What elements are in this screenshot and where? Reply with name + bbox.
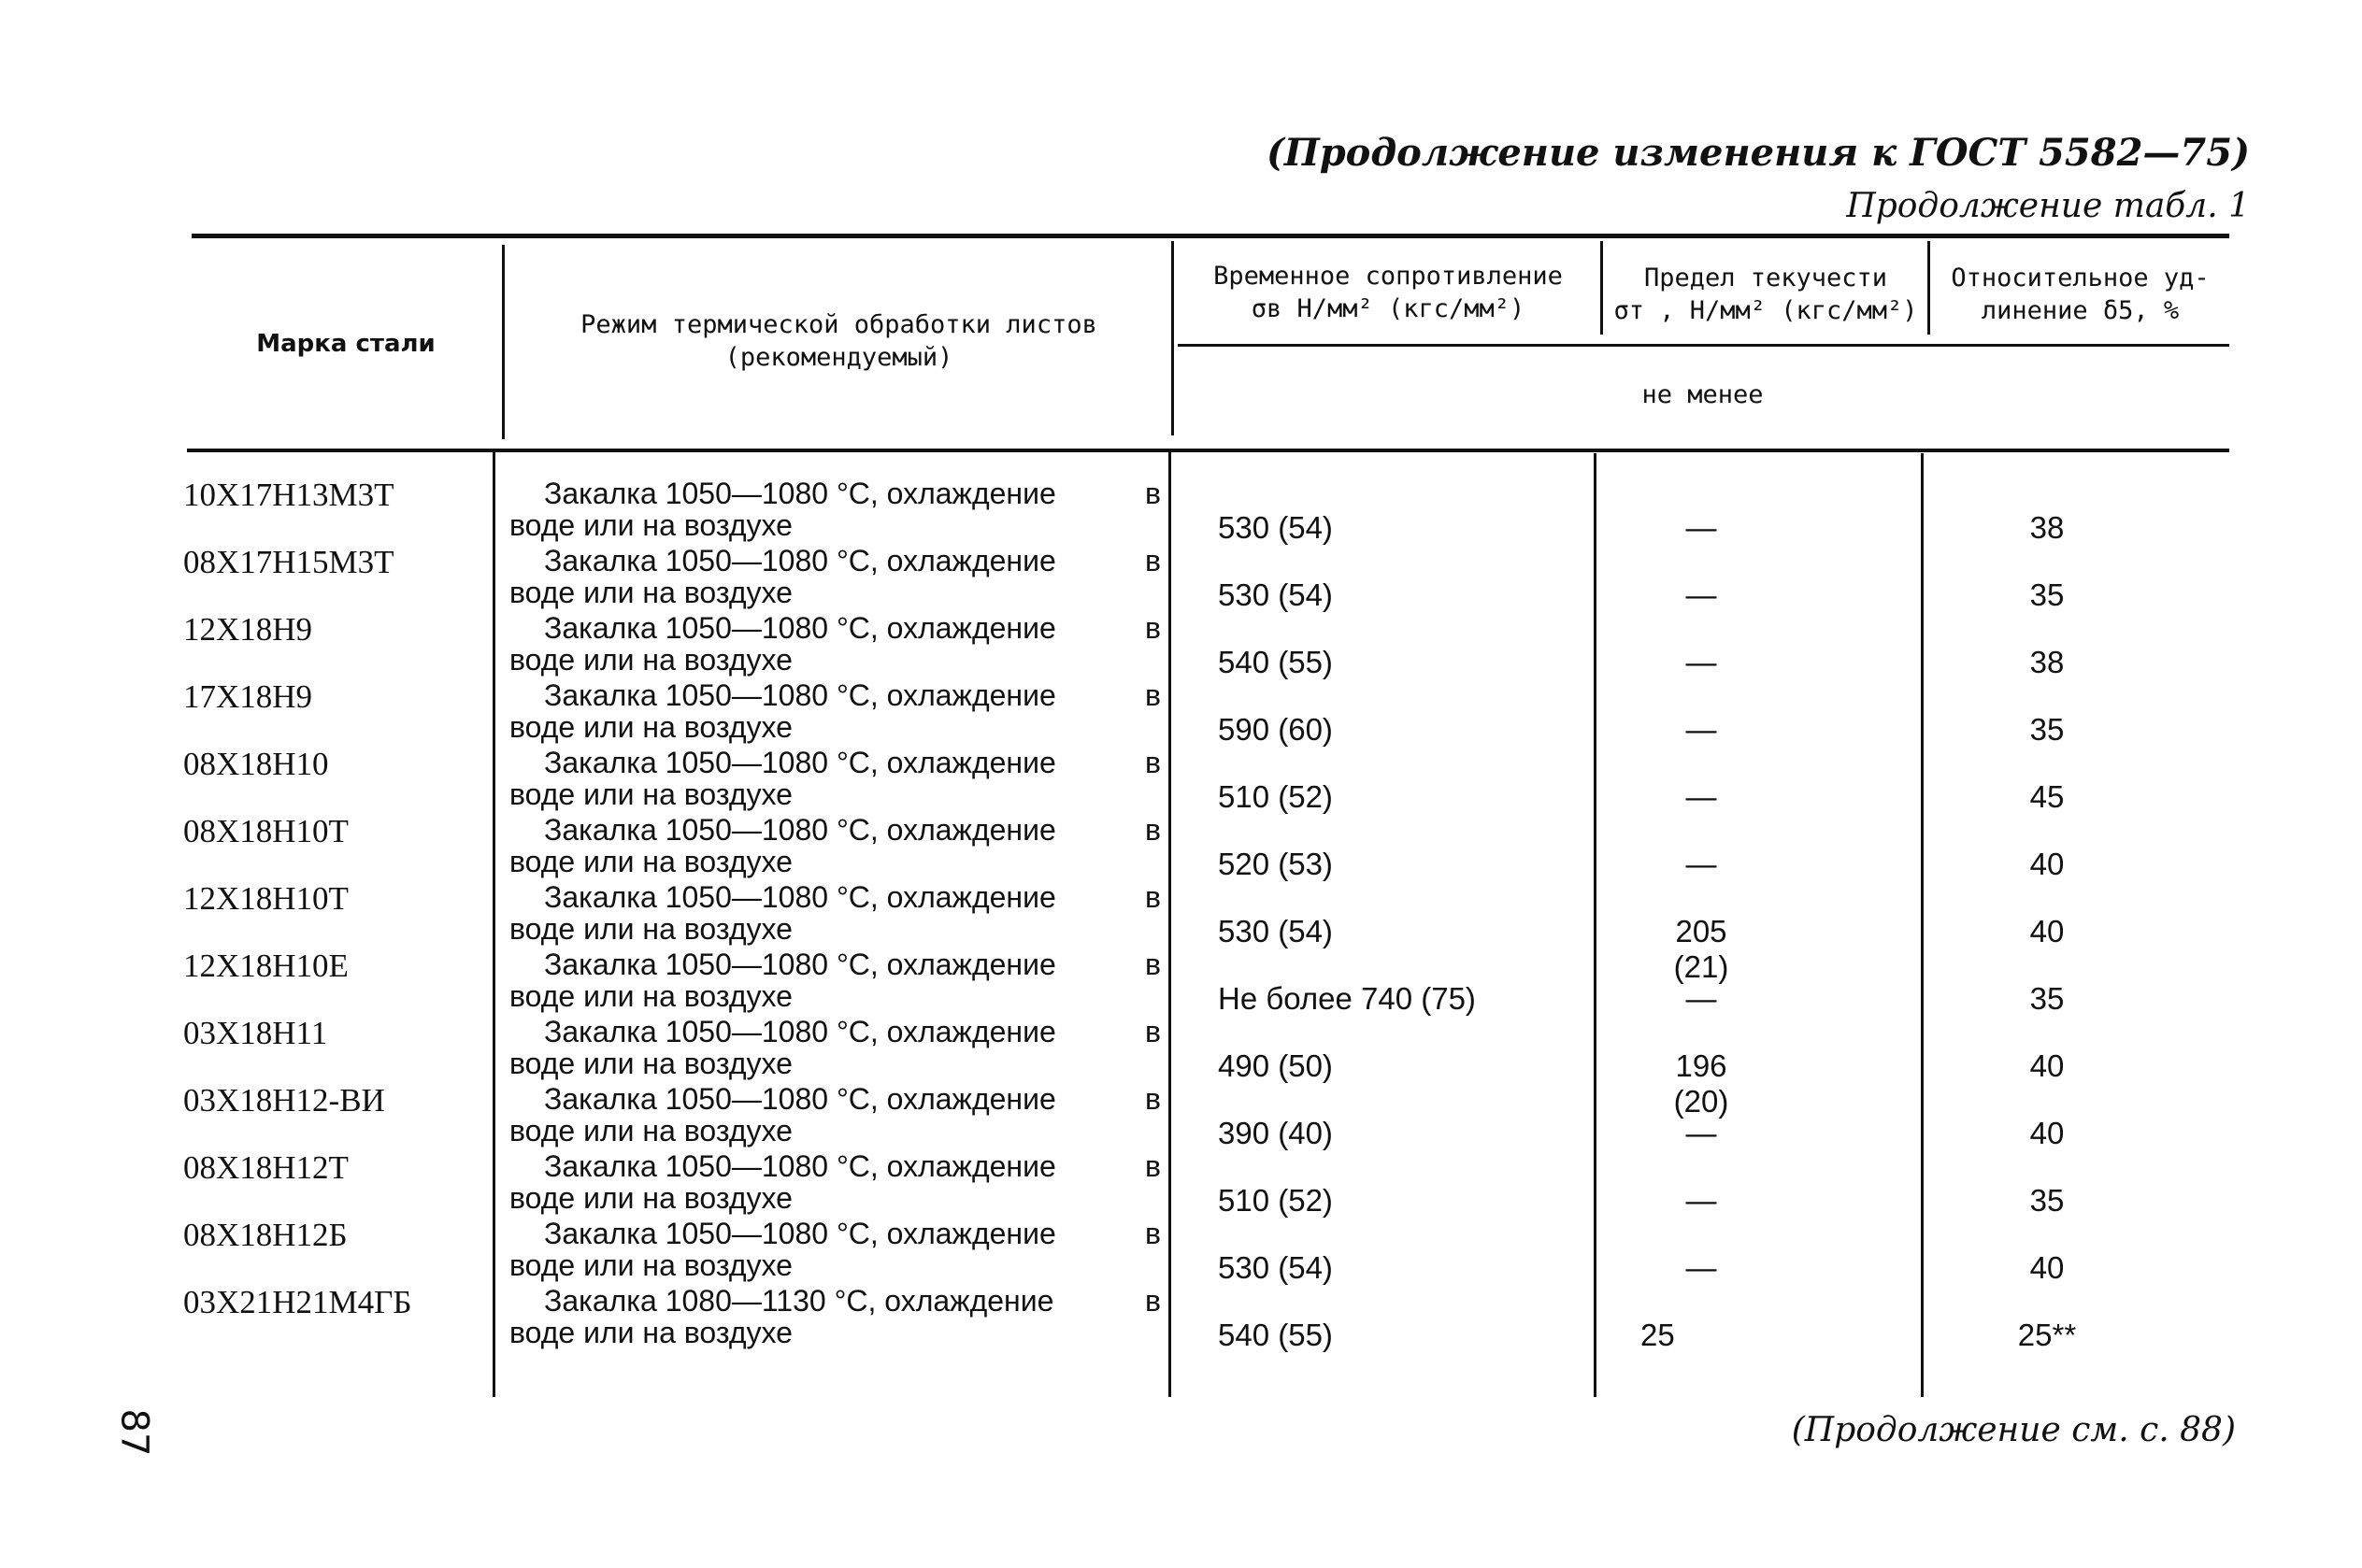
mode-line2: воде или на воздухе	[509, 1316, 793, 1349]
elongation-cell: 40	[2029, 847, 2065, 881]
mode-line1	[544, 1015, 1161, 1049]
grade-cell: 08Х17Н15М3Т	[183, 544, 394, 580]
elongation-cell: 35	[2029, 1183, 2065, 1218]
mode-preposition: в	[1145, 746, 1161, 779]
mode-text: Закалка 1050—1080 °С, охлаждение	[544, 544, 1056, 577]
mode-line1	[544, 1284, 1161, 1319]
mode-line2: воде или на воздухе	[509, 912, 793, 946]
tensile-cell: 590 (60)	[1218, 712, 1333, 747]
mode-line2: воде или на воздухе	[509, 643, 793, 677]
grade-cell: 03Х18Н11	[183, 1015, 328, 1051]
header-yield-line2: σт , Н/мм² (кгс/мм²)	[1613, 296, 1918, 326]
mode-text: Закалка 1050—1080 °С, охлаждение	[544, 880, 1056, 914]
mode-line1	[544, 880, 1161, 915]
mode-text: Закалка 1050—1080 °С, охлаждение	[544, 477, 1056, 510]
elongation-cell: 40	[2029, 1048, 2065, 1083]
subheader-rule	[1178, 344, 2229, 347]
grade-cell: 08Х18Н10Т	[183, 813, 349, 849]
header-yield-line1: Предел текучести	[1643, 264, 1888, 292]
mode-text: Закалка 1050—1080 °С, охлаждение	[544, 1217, 1056, 1250]
grade-cell: 08Х18Н12Б	[183, 1217, 348, 1253]
mode-preposition: в	[1145, 1015, 1161, 1048]
yield-cell: —	[1685, 510, 1717, 545]
elongation-cell: 35	[2029, 577, 2065, 612]
yield-cell: 205 (21)	[1673, 914, 1729, 984]
mode-text: Закалка 1050—1080 °С, охлаждение	[544, 746, 1056, 779]
yield-cell: —	[1685, 712, 1717, 747]
mode-line1	[544, 477, 1161, 511]
grade-cell: 08Х18Н12Т	[183, 1149, 349, 1186]
mode-line1	[544, 611, 1161, 646]
grade-cell: 03Х18Н12-ВИ	[183, 1082, 385, 1119]
header-yield	[1604, 262, 1927, 327]
table-row	[0, 544, 2362, 611]
grade-cell: 12Х18Н10Т	[183, 880, 349, 917]
header-tensile-line2: σв Н/мм² (кгс/мм²)	[1251, 294, 1525, 324]
table-row	[0, 611, 2362, 678]
mode-line1	[544, 678, 1161, 713]
mode-line2: воде или на воздухе	[509, 508, 793, 542]
mode-text: Закалка 1050—1080 °С, охлаждение	[544, 611, 1056, 645]
header-grade: Марка стали	[256, 330, 436, 358]
elongation-cell: 40	[2029, 1116, 2065, 1150]
table-top-rule	[192, 234, 2229, 238]
mode-preposition: в	[1145, 544, 1161, 577]
mode-line1	[544, 1082, 1161, 1117]
col-divider-3	[1600, 241, 1603, 335]
tensile-cell: 530 (54)	[1218, 577, 1333, 612]
mode-preposition: в	[1145, 1217, 1161, 1250]
yield-cell: —	[1685, 1183, 1717, 1218]
grade-cell: 10Х17Н13М3Т	[183, 477, 394, 513]
mode-line1	[544, 948, 1161, 982]
mode-line1	[544, 746, 1161, 780]
mode-line2: воде или на воздухе	[509, 845, 793, 878]
mode-preposition: в	[1145, 678, 1161, 712]
mode-line1	[544, 1217, 1161, 1251]
mode-line1	[544, 813, 1161, 848]
elongation-cell: 40	[2029, 914, 2065, 948]
header-mode-line1: Режим термической обработки листов	[580, 310, 1097, 339]
mode-text: Закалка 1050—1080 °С, охлаждение	[544, 1149, 1056, 1183]
mode-preposition: в	[1145, 477, 1161, 510]
header-elongation-line2: линение δ5, %	[1981, 296, 2180, 326]
header-mode	[509, 308, 1168, 374]
header-elongation-line1: Относительное уд-	[1951, 264, 2210, 292]
mode-preposition: в	[1145, 1284, 1161, 1318]
mode-text: Закалка 1050—1080 °С, охлаждение	[544, 678, 1056, 712]
mode-text: Закалка 1050—1080 °С, охлаждение	[544, 1082, 1056, 1116]
elongation-cell: 38	[2029, 645, 2065, 679]
grade-cell: 08Х18Н10	[183, 746, 329, 782]
table-row	[0, 678, 2362, 746]
mode-line1	[544, 1149, 1161, 1184]
page-number: 87	[112, 1408, 156, 1457]
elongation-cell: 40	[2029, 1250, 2065, 1285]
header-tensile-line1: Временное сопротивление	[1213, 262, 1563, 291]
elongation-cell: 35	[2029, 712, 2065, 747]
col-divider-4	[1927, 241, 1930, 335]
elongation-cell: 25**	[2017, 1318, 2077, 1352]
header-tensile	[1176, 260, 1600, 325]
mode-line2: воде или на воздухе	[509, 1047, 793, 1080]
tensile-cell: 520 (53)	[1218, 847, 1333, 881]
yield-cell: —	[1685, 981, 1717, 1016]
mode-text: Закалка 1050—1080 °С, охлаждение	[544, 1015, 1056, 1048]
mode-line2: воде или на воздухе	[509, 777, 793, 811]
tensile-cell: 540 (55)	[1218, 645, 1333, 679]
tensile-cell: 510 (52)	[1218, 1183, 1333, 1218]
tensile-cell: 490 (50)	[1218, 1048, 1333, 1083]
elongation-cell: 38	[2029, 510, 2065, 545]
table-row	[0, 1082, 2362, 1149]
mode-text: Закалка 1080—1130 °С, охлаждение	[544, 1284, 1054, 1318]
elongation-cell: 45	[2029, 779, 2065, 814]
elongation-cell: 35	[2029, 981, 2065, 1016]
mode-text: Закалка 1050—1080 °С, охлаждение	[544, 948, 1056, 981]
yield-cell: —	[1685, 645, 1717, 679]
document-continuation-header: (Продолжение изменения к ГОСТ 5582—75)	[1266, 131, 2250, 175]
tensile-cell: 530 (54)	[1218, 914, 1333, 948]
yield-cell: —	[1685, 847, 1717, 881]
tensile-cell: 540 (55)	[1218, 1318, 1333, 1352]
footer-continuation: (Продолжение см. с. 88)	[1791, 1411, 2236, 1449]
mode-preposition: в	[1145, 813, 1161, 847]
yield-cell: —	[1685, 1116, 1717, 1150]
header-mode-line2: (рекомендуемый)	[724, 343, 953, 373]
mode-preposition: в	[1145, 880, 1161, 914]
tensile-cell: 530 (54)	[1218, 1250, 1333, 1285]
tensile-cell: Не более 740 (75)	[1218, 981, 1476, 1016]
mode-line2: воде или на воздухе	[509, 710, 793, 744]
mode-line2: воде или на воздухе	[509, 1181, 793, 1215]
table-row	[0, 948, 2362, 1015]
col-divider-1	[502, 245, 505, 439]
mode-line2: воде или на воздухе	[509, 979, 793, 1013]
yield-cell: —	[1685, 577, 1717, 612]
header-min-note: не менее	[1641, 380, 1764, 409]
tensile-cell: 510 (52)	[1218, 779, 1333, 814]
mode-text: Закалка 1050—1080 °С, охлаждение	[544, 813, 1056, 847]
table-row	[0, 1149, 2362, 1217]
table-row	[0, 813, 2362, 880]
mode-line2: воде или на воздухе	[509, 576, 793, 609]
header-elongation	[1931, 262, 2229, 327]
mode-line2: воде или на воздухе	[509, 1248, 793, 1282]
yield-cell: —	[1685, 779, 1717, 814]
yield-cell: 25	[1640, 1318, 1675, 1352]
mode-line2: воде или на воздухе	[509, 1114, 793, 1147]
mode-preposition: в	[1145, 948, 1161, 981]
grade-cell: 17Х18Н9	[183, 678, 313, 715]
grade-cell: 12Х18Н9	[183, 611, 313, 648]
col-divider-2	[1171, 241, 1174, 435]
yield-cell: —	[1685, 1250, 1717, 1285]
mode-preposition: в	[1145, 1082, 1161, 1116]
mode-preposition: в	[1145, 1149, 1161, 1183]
mode-preposition: в	[1145, 611, 1161, 645]
table-continuation-label: Продолжение табл. 1	[1846, 187, 2250, 225]
mode-line1	[544, 544, 1161, 578]
grade-cell: 12Х18Н10Е	[183, 948, 349, 984]
tensile-cell: 390 (40)	[1218, 1116, 1333, 1150]
yield-cell: 196 (20)	[1673, 1048, 1729, 1119]
tensile-cell: 530 (54)	[1218, 510, 1333, 545]
table-row	[0, 1284, 2362, 1351]
table-row	[0, 1217, 2362, 1284]
table-row	[0, 477, 2362, 544]
table-row	[0, 746, 2362, 813]
grade-cell: 03Х21Н21М4ГБ	[183, 1284, 412, 1320]
